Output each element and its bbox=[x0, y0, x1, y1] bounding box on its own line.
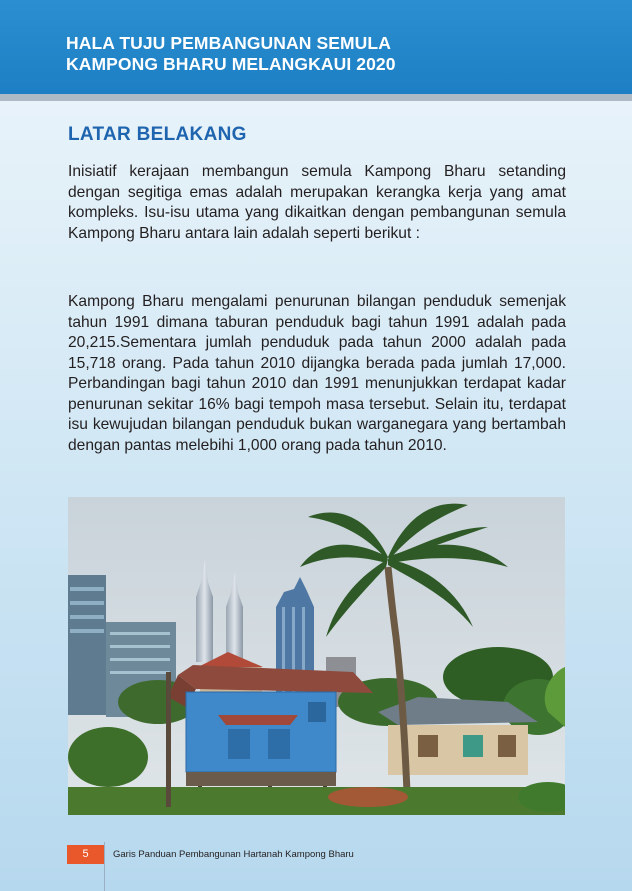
kampong-bharu-photo bbox=[68, 497, 565, 815]
page-header bbox=[0, 0, 632, 94]
page-number: 5 bbox=[67, 845, 104, 864]
section-heading: LATAR BELAKANG bbox=[68, 124, 247, 145]
header-title bbox=[66, 33, 396, 75]
intro-paragraph: Inisiatif kerajaan membangun semula Kampong Bharu setanding dengan segitiga emas adalah merupakan kerangka kerja yang amat kompleks. Isu-isu utama yang dikaitkan dengan pembangunan semula Kampong Bharu antara lain adalah seperti berikut : bbox=[68, 163, 566, 242]
footer-divider bbox=[104, 842, 105, 891]
footer-title: Garis Panduan Pembangunan Hartanah Kampong Bharu bbox=[113, 849, 354, 860]
population-paragraph: Kampong Bharu mengalami penurunan bilangan penduduk semenjak tahun 1991 dimana taburan penduduk bagi tahun 1991 adalah pada 20,215.Sementara jumlah penduduk pada tahun 2000 adalah pada 15,718 orang. Pada tahun 2010 dijangka berada pada jumlah 17,000. Perbandingan bagi tahun 2010 dan 1991 menunjukkan terdapat kadar penurunan sekitar 16% bagi tempoh masa tersebut. Selain itu, terdapat isu kewujudan bilangan penduduk bukan warganegara yang bertambah dengan pantas melebihi 1,000 orang pada tahun 2010. bbox=[68, 293, 566, 454]
header-title-line-1: HALA TUJU PEMBANGUNAN SEMULA bbox=[66, 33, 391, 53]
header-title-line-2: KAMPONG BHARU MELANGKAUI 2020 bbox=[66, 54, 396, 74]
header-divider bbox=[0, 94, 632, 101]
